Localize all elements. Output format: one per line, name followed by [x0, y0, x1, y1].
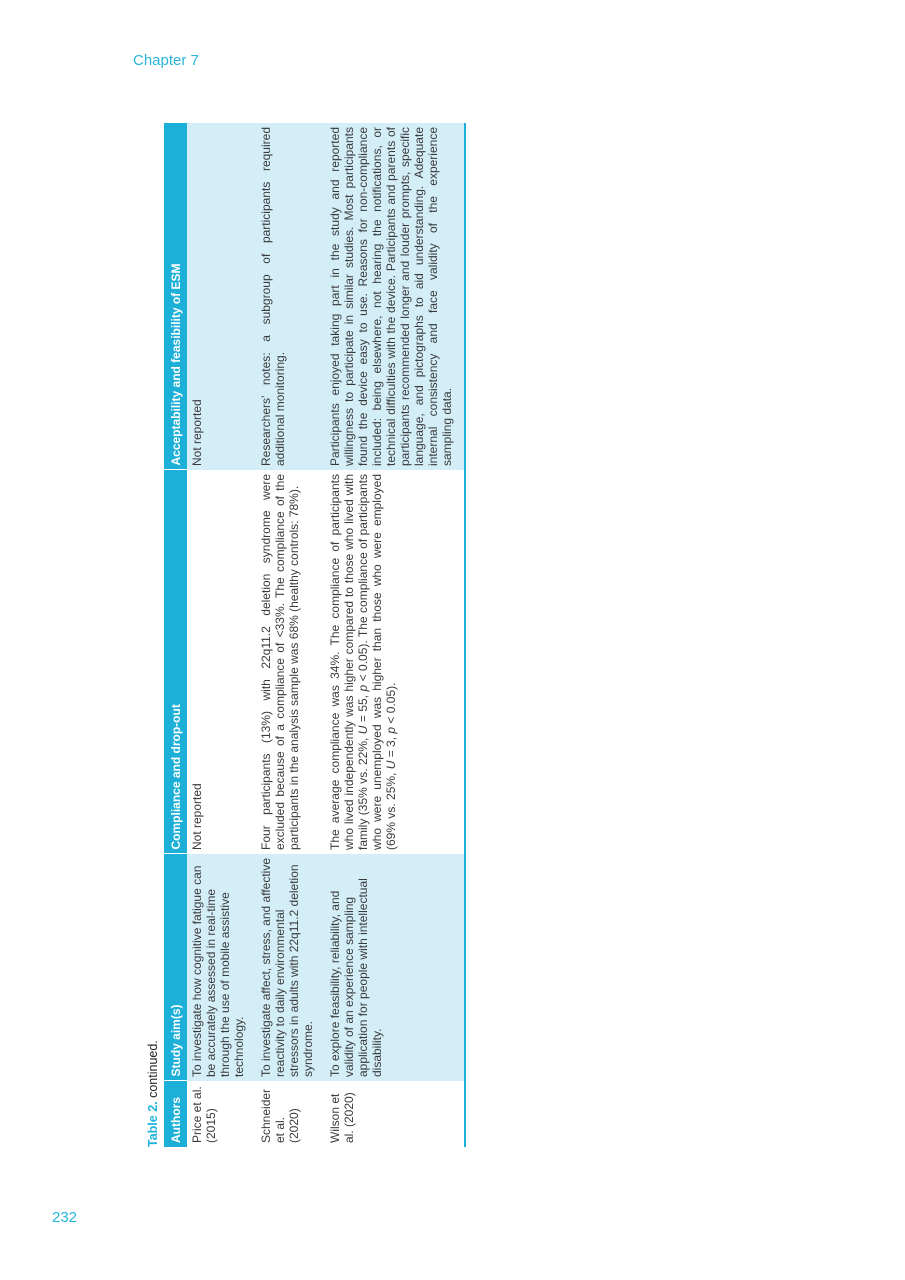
column-header-study-aims: Study aim(s): [164, 854, 187, 1081]
cell-study-aim: To investigate affect, stress, and affective reactivity to daily environmental stressors in adults with 22q11.2 deletion syndrome.: [256, 854, 325, 1081]
cell-acceptability: Not reported: [187, 123, 256, 470]
cell-compliance: Not reported: [190, 783, 204, 850]
cell-acceptability: Participants enjoyed taking part in the study and reported willingness to participate in similar studies. Most participants found the device easy to use. Reasons for non-compliance included: being elsewhere, not hearing the notifications, or technical difficulties with the device. Participants and parents of participants recommended longer and louder prompts, specific language, and pictographs to aid understanding. Adequate internal consistency and face validity of the experience sampling data.: [325, 123, 465, 470]
rotated-table-container: [142, 123, 556, 1147]
cell-study-aim: To explore feasibility, reliability, and validity of an experience sampling application for people with intellectual disability.: [325, 854, 465, 1081]
table-row: [187, 123, 256, 1147]
cell-authors: Schneider et al. (2020): [259, 1088, 301, 1143]
page-number: 232: [52, 1209, 78, 1226]
cell-study-aim: To investigate how cognitive fatigue can be accurately assessed in real-time through the use of mobile assistive technology.: [187, 854, 256, 1081]
table-caption-label: Table 2.: [146, 1101, 160, 1147]
column-header-compliance: Compliance and drop-out: [164, 470, 187, 854]
column-header-acceptability: Acceptability and feasibility of ESM: [164, 123, 187, 470]
column-header-authors: Authors: [164, 1081, 187, 1147]
table-row: [325, 123, 465, 1147]
cell-acceptability: Researchers’ notes: a subgroup of participants required additional monitoring.: [256, 123, 325, 470]
table-header-row: [164, 123, 187, 1147]
cell-compliance: Four participants (13%) with 22q11.2 deletion syndrome were excluded because of a compliance of <33%. The compliance of the participants in the analysis sample was 68% (healthy controls: 78%).: [259, 474, 301, 850]
cell-authors: Wilson et al. (2020): [325, 1081, 465, 1147]
table-caption: [142, 1040, 164, 1147]
table-row: [256, 123, 325, 1147]
cell-compliance: The average compliance was 34%. The compliance of participants who lived independently was higher compared to those who lived with family (35% vs. 22%, U = 55, p < 0.05). The compliance of participants who were unemployed was higher than those who were employed (69% vs. 25%, U = 3, p < 0.05).: [325, 470, 465, 854]
table-caption-text: continued.: [146, 1040, 160, 1102]
chapter-title: Chapter 7: [133, 52, 199, 69]
esm-studies-table: [164, 123, 466, 1147]
cell-authors: Price et al. (2015): [190, 1086, 218, 1143]
